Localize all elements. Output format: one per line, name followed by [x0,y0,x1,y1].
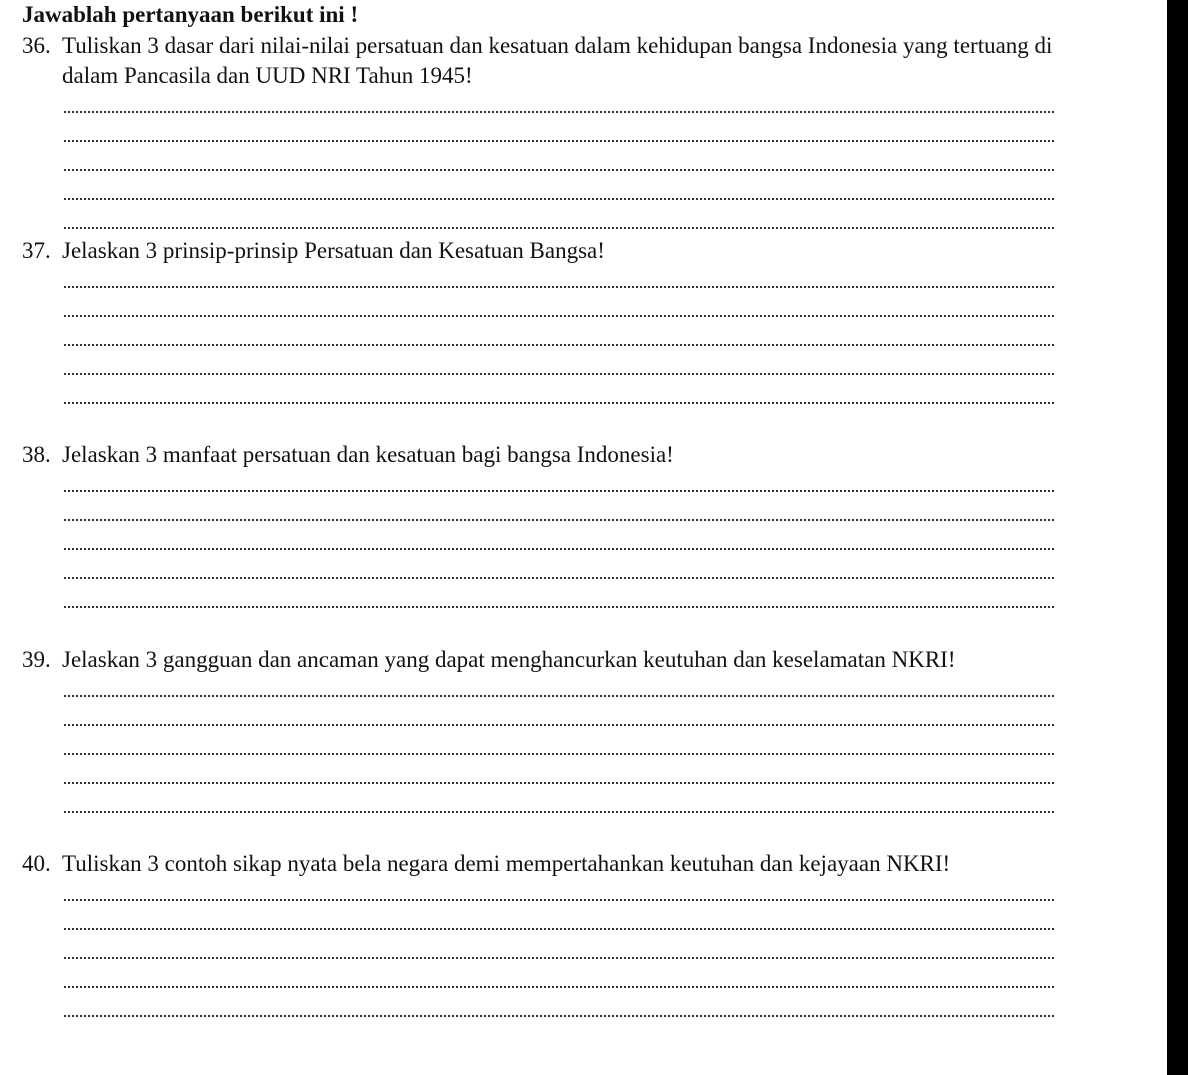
question-number: 39. [22,647,51,672]
question-36 [22,31,1062,229]
question-text: Jelaskan 3 prinsip-prinsip Persatuan dan Kesatuan Bangsa! [62,238,605,263]
question-number: 40. [22,851,51,876]
answer-lines [64,91,1054,229]
answer-line[interactable] [64,988,1054,1017]
question-number: 36. [22,33,51,58]
instruction-heading: Jawablah pertanyaan berikut ini ! [22,2,359,27]
answer-line[interactable] [64,675,1054,697]
answer-line[interactable] [64,266,1054,288]
answer-line[interactable] [64,726,1054,755]
answer-lines [64,675,1054,813]
answer-lines [64,266,1054,404]
answer-line[interactable] [64,784,1054,813]
answer-line[interactable] [64,492,1054,521]
answer-line[interactable] [64,346,1054,375]
answer-line[interactable] [64,142,1054,171]
answer-line[interactable] [64,930,1054,959]
answer-line[interactable] [64,375,1054,404]
question-38 [22,440,1062,608]
answer-line[interactable] [64,959,1054,988]
answer-line[interactable] [64,200,1054,229]
answer-line[interactable] [64,171,1054,200]
question-number: 38. [22,442,51,467]
answer-line[interactable] [64,579,1054,608]
answer-line[interactable] [64,755,1054,784]
question-37 [22,236,1062,404]
answer-line[interactable] [64,91,1054,113]
question-40 [22,849,1062,1017]
answer-lines [64,470,1054,608]
question-39 [22,645,1062,813]
answer-line[interactable] [64,317,1054,346]
question-text: Tuliskan 3 dasar dari nilai-nilai persatuan dan kesatuan dalam kehidupan bangsa Indonesia yang tertuang di dalam Pancasila dan UUD NRI Tahun 1945! [62,33,1053,88]
answer-line[interactable] [64,470,1054,492]
question-number: 37. [22,238,51,263]
answer-line[interactable] [64,288,1054,317]
question-text: Jelaskan 3 gangguan dan ancaman yang dapat menghancurkan keutuhan dan keselamatan NKRI! [62,647,956,672]
answer-line[interactable] [64,901,1054,930]
answer-line[interactable] [64,550,1054,579]
answer-lines [64,879,1054,1017]
answer-line[interactable] [64,521,1054,550]
answer-line[interactable] [64,697,1054,726]
question-text: Jelaskan 3 manfaat persatuan dan kesatuan bagi bangsa Indonesia! [62,442,674,467]
answer-line[interactable] [64,879,1054,901]
answer-line[interactable] [64,113,1054,142]
right-edge-bar [1167,0,1188,1075]
question-text: Tuliskan 3 contoh sikap nyata bela negara demi mempertahankan keutuhan dan kejayaan NKRI! [62,851,951,876]
